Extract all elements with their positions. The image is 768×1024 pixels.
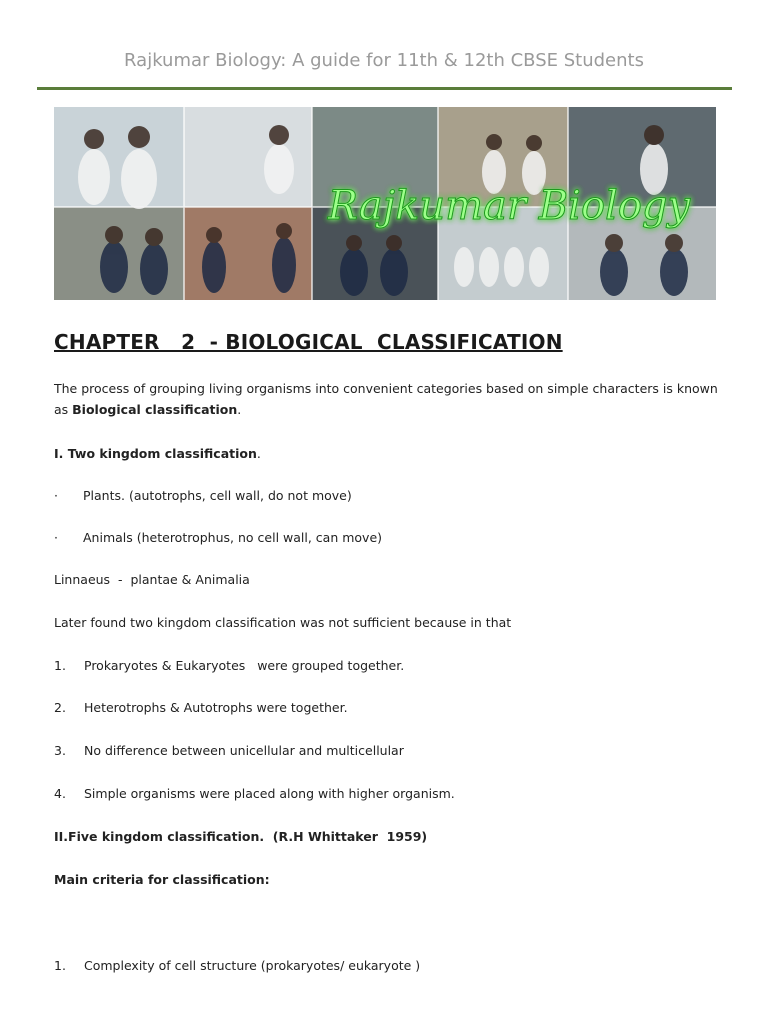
bullet-marker: · <box>54 488 58 503</box>
list-item <box>54 655 724 676</box>
list-number: 1. <box>54 658 66 673</box>
bullet-text: Animals (heterotrophus, no cell wall, can move) <box>83 530 383 545</box>
list-number: 1. <box>54 958 66 973</box>
section-heading-two-kingdom: I. Two kingdom classification <box>54 446 257 461</box>
banner-collage <box>54 107 716 300</box>
list-item <box>54 783 724 804</box>
list-text: No difference between unicellular and multicellular <box>84 743 404 758</box>
site-title: Rajkumar Biology: A guide for 11th & 12th CBSE Students <box>124 50 644 71</box>
section-two-kingdom <box>54 443 724 464</box>
list-item <box>54 955 724 976</box>
section-heading-end: . <box>256 446 261 461</box>
list-item <box>54 697 724 718</box>
later-paragraph: Later found two kingdom classification was not sufficient because in that <box>54 615 512 630</box>
list-item <box>54 485 724 506</box>
bullet-marker: · <box>54 530 58 545</box>
list-number: 4. <box>54 786 66 801</box>
chapter-title: CHAPTER 2 - BIOLOGICAL CLASSIFICATION <box>54 330 563 354</box>
list-text: Complexity of cell structure (prokaryotes/ eukaryote ) <box>84 958 421 973</box>
title-divider <box>37 87 732 90</box>
intro-term: Biological classification <box>72 402 238 417</box>
section-heading-five-kingdom: II.Five kingdom classification. (R.H Whittaker 1959) <box>54 829 428 844</box>
list-text: Prokaryotes & Eukaryotes were grouped together. <box>84 658 405 673</box>
list-number: 3. <box>54 743 66 758</box>
list-item <box>54 527 724 548</box>
banner-logo-text: Rajkumar Biology <box>327 183 691 229</box>
list-text: Simple organisms were placed along with higher organism. <box>84 786 455 801</box>
intro-text: The process of grouping living organisms into convenient categories based on simple characters is known as <box>54 381 718 417</box>
list-item <box>54 740 724 761</box>
header-banner-image <box>54 107 716 300</box>
list-number: 2. <box>54 700 66 715</box>
list-text: Heterotrophs & Autotrophs were together. <box>84 700 348 715</box>
intro-paragraph <box>54 378 724 420</box>
criteria-heading: Main criteria for classification: <box>54 872 270 887</box>
bullet-text: Plants. (autotrophs, cell wall, do not move) <box>83 488 352 503</box>
linnaeus-line: Linnaeus - plantae & Animalia <box>54 572 250 587</box>
intro-end: . <box>237 402 242 417</box>
